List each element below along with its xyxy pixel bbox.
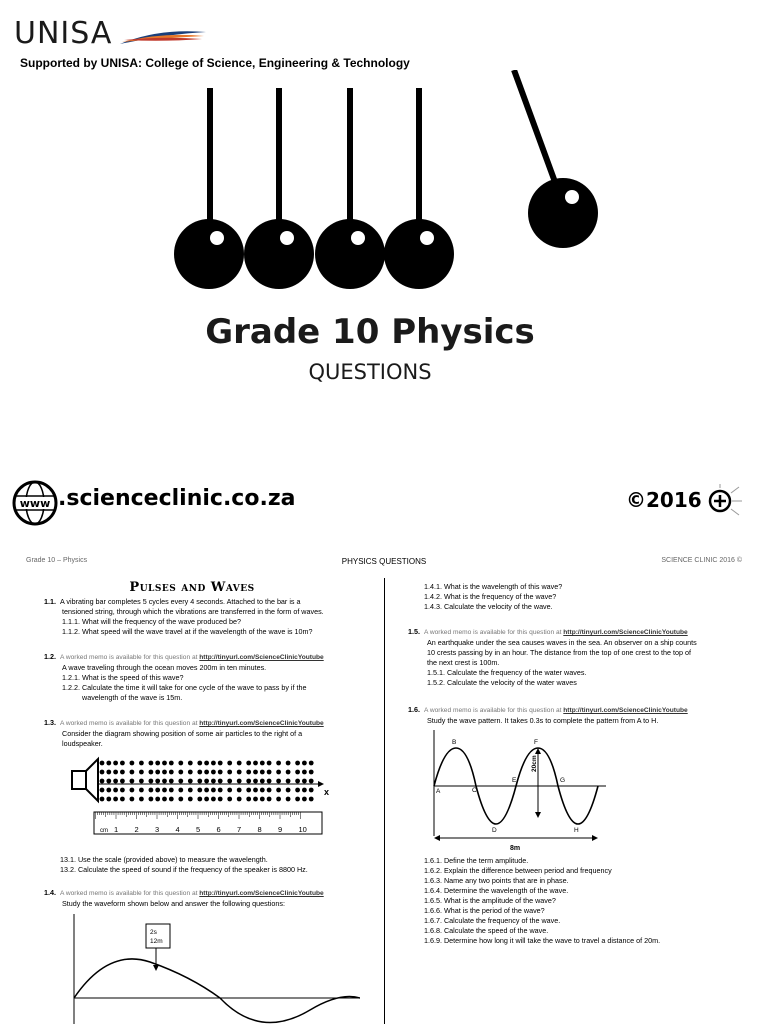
air-particle xyxy=(188,779,193,784)
sub-question: 13.2. Calculate the speed of sound if the frequency of the speaker is 8800 Hz. xyxy=(60,865,308,874)
ruler-label: 3 xyxy=(155,825,160,834)
air-particle xyxy=(113,779,118,784)
air-particle xyxy=(155,770,160,775)
air-particle xyxy=(295,779,300,784)
wave-point-label: C xyxy=(472,787,477,794)
q-text: loudspeaker. xyxy=(62,739,103,748)
air-particle xyxy=(227,788,232,793)
memo-note: A worked memo is available for this question at http://tinyurl.com/ScienceClinicYoutube xyxy=(60,890,324,897)
sub-question: 1.2.2. Calculate the time it will take for one cycle of the wave to pass by if the xyxy=(62,683,307,692)
air-particle xyxy=(120,797,125,802)
memo-link[interactable]: http://tinyurl.com/ScienceClinicYoutube xyxy=(563,707,688,714)
air-particle xyxy=(309,770,314,775)
air-particle xyxy=(155,761,160,766)
wave-point-label: B xyxy=(452,739,457,746)
air-particle xyxy=(302,788,307,793)
page-subtitle: QUESTIONS xyxy=(308,360,432,384)
air-particle xyxy=(276,770,281,775)
ruler-label: 9 xyxy=(278,825,283,834)
air-particle xyxy=(267,761,272,766)
air-particle xyxy=(276,797,281,802)
air-particle xyxy=(211,770,216,775)
air-particle xyxy=(218,779,223,784)
air-particle xyxy=(113,788,118,793)
air-particle xyxy=(178,797,183,802)
air-particle xyxy=(309,761,314,766)
wave-point-label: F xyxy=(534,739,538,746)
science-clinic-plus-icon xyxy=(704,484,744,518)
ruler-label: 1 xyxy=(114,825,119,834)
air-particle xyxy=(130,788,135,793)
air-particle xyxy=(227,770,232,775)
air-particle xyxy=(100,770,105,775)
air-particle xyxy=(178,779,183,784)
distance-label: 8m xyxy=(510,845,521,852)
air-particle xyxy=(113,761,118,766)
air-particle xyxy=(188,770,193,775)
supported-by-text: Supported by UNISA: College of Science, Engineering & Technology xyxy=(20,56,410,70)
speaker-body xyxy=(72,771,86,789)
sub-question: 1.4.1. What is the wavelength of this wave? xyxy=(424,582,563,591)
air-particle xyxy=(155,779,160,784)
air-particle xyxy=(260,770,265,775)
unisa-swoosh-icon xyxy=(118,26,208,48)
air-particle xyxy=(276,779,281,784)
sub-question: 1.6.9. Determine how long it will take the wave to travel a distance of 20m. xyxy=(424,936,661,945)
air-particle xyxy=(162,761,167,766)
air-particle xyxy=(237,779,242,784)
q-text: the next crest is 100m. xyxy=(427,658,500,667)
air-particle xyxy=(130,761,135,766)
air-particle xyxy=(204,779,209,784)
wave-pattern-diagram xyxy=(430,730,610,854)
question-1-3 xyxy=(44,718,324,749)
air-particle xyxy=(211,761,216,766)
ruler-label: 2 xyxy=(134,825,139,834)
wave-point-label: A xyxy=(436,788,441,795)
air-particle xyxy=(149,779,154,784)
air-particle xyxy=(169,761,174,766)
air-particle xyxy=(197,797,202,802)
air-particle xyxy=(178,788,183,793)
air-particle xyxy=(113,797,118,802)
air-particle xyxy=(211,797,216,802)
air-particle xyxy=(267,779,272,784)
sub-question: 1.5.2. Calculate the velocity of the water waves xyxy=(427,678,577,687)
air-particle xyxy=(162,779,167,784)
speaker-cone xyxy=(86,759,98,801)
sub-question: 1.6.7. Calculate the frequency of the wave. xyxy=(424,916,561,925)
q-text: Consider the diagram showing position of some air particles to the right of a xyxy=(62,729,303,738)
air-particle xyxy=(253,770,258,775)
sub-question: 1.6.2. Explain the difference between period and frequency xyxy=(424,866,612,875)
wave-point-label: E xyxy=(512,777,517,784)
air-particle xyxy=(106,761,111,766)
sub-question: 1.1.2. What speed will the wave travel at if the wavelength of the wave is 10m? xyxy=(62,627,313,636)
section-title: Pulses and Waves xyxy=(129,580,255,595)
wave-point-label: G xyxy=(560,777,566,784)
air-particle xyxy=(204,770,209,775)
q-text: Study the waveform shown below and answer the following questions: xyxy=(62,899,285,908)
air-particle xyxy=(197,779,202,784)
header-center: PHYSICS QUESTIONS xyxy=(341,557,427,566)
ruler-label: 4 xyxy=(175,825,180,834)
air-particle xyxy=(106,797,111,802)
sub-question: 1.6.5. What is the amplitude of the wave? xyxy=(424,896,556,905)
newtons-cradle-illustration xyxy=(0,70,768,310)
air-particle xyxy=(286,779,291,784)
air-particle xyxy=(149,770,154,775)
q-number: 1.1. xyxy=(44,597,56,606)
air-particle xyxy=(169,770,174,775)
memo-link[interactable]: http://tinyurl.com/ScienceClinicYoutube xyxy=(199,890,324,897)
air-particle xyxy=(204,797,209,802)
air-particle xyxy=(260,797,265,802)
air-particle xyxy=(218,797,223,802)
air-particle xyxy=(246,770,251,775)
air-particle xyxy=(302,797,307,802)
header-left: Grade 10 – Physics xyxy=(26,557,88,564)
air-particle xyxy=(169,797,174,802)
air-particle xyxy=(169,779,174,784)
sub-question: wavelength of the wave is 15m. xyxy=(82,693,183,702)
air-particle xyxy=(286,761,291,766)
distance-label: 12m xyxy=(150,938,163,945)
waveform-diagram xyxy=(70,914,360,1024)
q-text: tensioned string, through which the vibrations are transferred in the form of waves. xyxy=(62,607,324,616)
wave-curve xyxy=(74,959,360,1023)
air-particle xyxy=(302,770,307,775)
memo-note: A worked memo is available for this question at http://tinyurl.com/ScienceClinicYoutube xyxy=(424,707,688,714)
memo-link[interactable]: http://tinyurl.com/ScienceClinicYoutube xyxy=(199,654,324,661)
ruler-label: 7 xyxy=(237,825,242,834)
x-axis-label: x xyxy=(324,787,330,797)
sub-question: 1.6.1. Define the term amplitude. xyxy=(424,856,529,865)
air-particle xyxy=(295,797,300,802)
sub-question: 1.6.4. Determine the wavelength of the wave. xyxy=(424,886,569,895)
air-particle xyxy=(253,761,258,766)
ruler-unit: cm xyxy=(100,828,108,834)
question-1-1 xyxy=(44,597,324,637)
air-particle xyxy=(149,797,154,802)
q-text: An earthquake under the sea causes waves in the sea. An observer on a ship counts xyxy=(427,638,697,647)
air-particle xyxy=(113,770,118,775)
air-particle xyxy=(139,779,144,784)
air-particle xyxy=(149,788,154,793)
q-number: 1.4. xyxy=(44,888,56,897)
air-particle xyxy=(188,797,193,802)
air-particle xyxy=(204,761,209,766)
sub-question: 1.2.1. What is the speed of this wave? xyxy=(62,673,184,682)
air-particle xyxy=(130,779,135,784)
air-particle xyxy=(139,770,144,775)
sub-question: 1.5.1. Calculate the frequency of the water waves. xyxy=(427,668,587,677)
website-url: .scienceclinic.co.za xyxy=(58,486,296,511)
air-particle xyxy=(178,761,183,766)
air-particle xyxy=(100,797,105,802)
air-particle xyxy=(246,779,251,784)
q-text: 10 crests passing by in an hour. The distance from the top of one crest to the top of xyxy=(427,648,691,657)
air-particle xyxy=(197,761,202,766)
unisa-logo: UNISA xyxy=(14,16,113,51)
ruler-label: 6 xyxy=(216,825,221,834)
air-particle xyxy=(267,788,272,793)
air-particle xyxy=(246,788,251,793)
air-particle xyxy=(286,788,291,793)
air-particle xyxy=(155,797,160,802)
memo-note: A worked memo is available for this question at http://tinyurl.com/ScienceClinicYoutube xyxy=(424,629,688,636)
q-text: A vibrating bar completes 5 cycles every 4 seconds. Attached to the bar is a xyxy=(60,597,301,606)
air-particle xyxy=(120,779,125,784)
air-particle xyxy=(106,788,111,793)
air-particle xyxy=(155,788,160,793)
q-text: Study the wave pattern. It takes 0.3s to complete the pattern from A to H. xyxy=(427,716,659,725)
air-particle xyxy=(120,788,125,793)
q-number: 1.5. xyxy=(408,627,420,636)
air-particle xyxy=(227,797,232,802)
air-particle xyxy=(149,761,154,766)
air-particle xyxy=(253,788,258,793)
air-particle xyxy=(178,770,183,775)
air-particle xyxy=(218,788,223,793)
air-particle xyxy=(260,761,265,766)
air-particle xyxy=(276,761,281,766)
air-particle xyxy=(302,761,307,766)
air-particle xyxy=(100,779,105,784)
question-1-3-subs xyxy=(60,855,308,875)
memo-note: A worked memo is available for this question at http://tinyurl.com/ScienceClinicYoutube xyxy=(60,720,324,727)
air-particle xyxy=(197,770,202,775)
air-particle xyxy=(253,779,258,784)
air-particle xyxy=(276,788,281,793)
wave-point-label: D xyxy=(492,827,497,834)
sub-question: 1.6.8. Calculate the speed of the wave. xyxy=(424,926,549,935)
air-particle xyxy=(106,770,111,775)
memo-link[interactable]: http://tinyurl.com/ScienceClinicYoutube xyxy=(563,629,688,636)
q-number: 1.2. xyxy=(44,652,56,661)
air-particle xyxy=(218,761,223,766)
air-particle xyxy=(260,788,265,793)
header-right: SCIENCE CLINIC 2016 © xyxy=(661,557,742,564)
air-particle xyxy=(188,788,193,793)
air-particle xyxy=(162,797,167,802)
air-particle xyxy=(295,788,300,793)
air-particle xyxy=(106,779,111,784)
air-particle xyxy=(237,788,242,793)
air-particle xyxy=(169,788,174,793)
air-particle xyxy=(302,779,307,784)
sub-question: 1.6.6. What is the period of the wave? xyxy=(424,906,545,915)
question-1-4 xyxy=(44,888,324,909)
air-particle xyxy=(237,770,242,775)
sub-question: 1.4.2. What is the frequency of the wave? xyxy=(424,592,557,601)
copyright-text: ©2016 xyxy=(626,488,702,512)
air-particle xyxy=(309,797,314,802)
q-text: A wave traveling through the ocean moves 200m in ten minutes. xyxy=(62,663,267,672)
ruler-label: 8 xyxy=(257,825,262,834)
air-particle xyxy=(162,788,167,793)
question-1-6-subs xyxy=(424,856,660,946)
question-1-2 xyxy=(44,652,324,703)
air-particle xyxy=(130,770,135,775)
air-particle xyxy=(246,761,251,766)
question-1-4-subs xyxy=(424,582,562,612)
globe-icon xyxy=(12,480,58,526)
page-title: Grade 10 Physics xyxy=(205,312,535,352)
ruler-label: 5 xyxy=(196,825,201,834)
air-particle xyxy=(227,779,232,784)
ruler-label: 10 xyxy=(298,825,307,834)
sub-question: 1.4.3. Calculate the velocity of the wave. xyxy=(424,602,553,611)
air-particle xyxy=(139,797,144,802)
sub-question: 1.1.1. What will the frequency of the wave produced be? xyxy=(62,617,241,626)
q-number: 1.3. xyxy=(44,718,56,727)
memo-link[interactable]: http://tinyurl.com/ScienceClinicYoutube xyxy=(199,720,324,727)
question-1-5 xyxy=(408,627,697,688)
air-particle xyxy=(253,797,258,802)
www-label: www xyxy=(19,497,51,510)
air-particle xyxy=(218,770,223,775)
air-particle xyxy=(295,761,300,766)
air-particle xyxy=(139,761,144,766)
air-particle xyxy=(204,788,209,793)
air-particle xyxy=(211,788,216,793)
air-particle xyxy=(246,797,251,802)
air-particle xyxy=(295,770,300,775)
air-particle xyxy=(286,770,291,775)
amplitude-label: 20cm xyxy=(531,755,538,772)
wave-point-label: H xyxy=(574,827,579,834)
air-particle xyxy=(100,761,105,766)
air-particle xyxy=(188,761,193,766)
column-divider xyxy=(384,578,385,1024)
air-particle xyxy=(237,761,242,766)
q-number: 1.6. xyxy=(408,705,420,714)
air-particle xyxy=(120,761,125,766)
air-particle xyxy=(267,797,272,802)
air-particle xyxy=(237,797,242,802)
air-particle xyxy=(286,797,291,802)
air-particle xyxy=(260,779,265,784)
air-particle xyxy=(309,779,314,784)
air-particle xyxy=(130,797,135,802)
air-particle xyxy=(267,770,272,775)
memo-note: A worked memo is available for this question at http://tinyurl.com/ScienceClinicYoutube xyxy=(60,654,324,661)
air-particle xyxy=(211,779,216,784)
sub-question: 1.6.3. Name any two points that are in phase. xyxy=(424,876,569,885)
air-particle xyxy=(120,770,125,775)
air-particle xyxy=(197,788,202,793)
air-particle xyxy=(227,761,232,766)
air-particle xyxy=(162,770,167,775)
question-1-6 xyxy=(408,705,688,726)
air-particle xyxy=(139,788,144,793)
sound-particles-diagram xyxy=(66,755,336,845)
time-label: 2s xyxy=(150,929,157,936)
air-particle xyxy=(309,788,314,793)
sub-question: 13.1. Use the scale (provided above) to measure the wavelength. xyxy=(60,855,268,864)
air-particle xyxy=(100,788,105,793)
